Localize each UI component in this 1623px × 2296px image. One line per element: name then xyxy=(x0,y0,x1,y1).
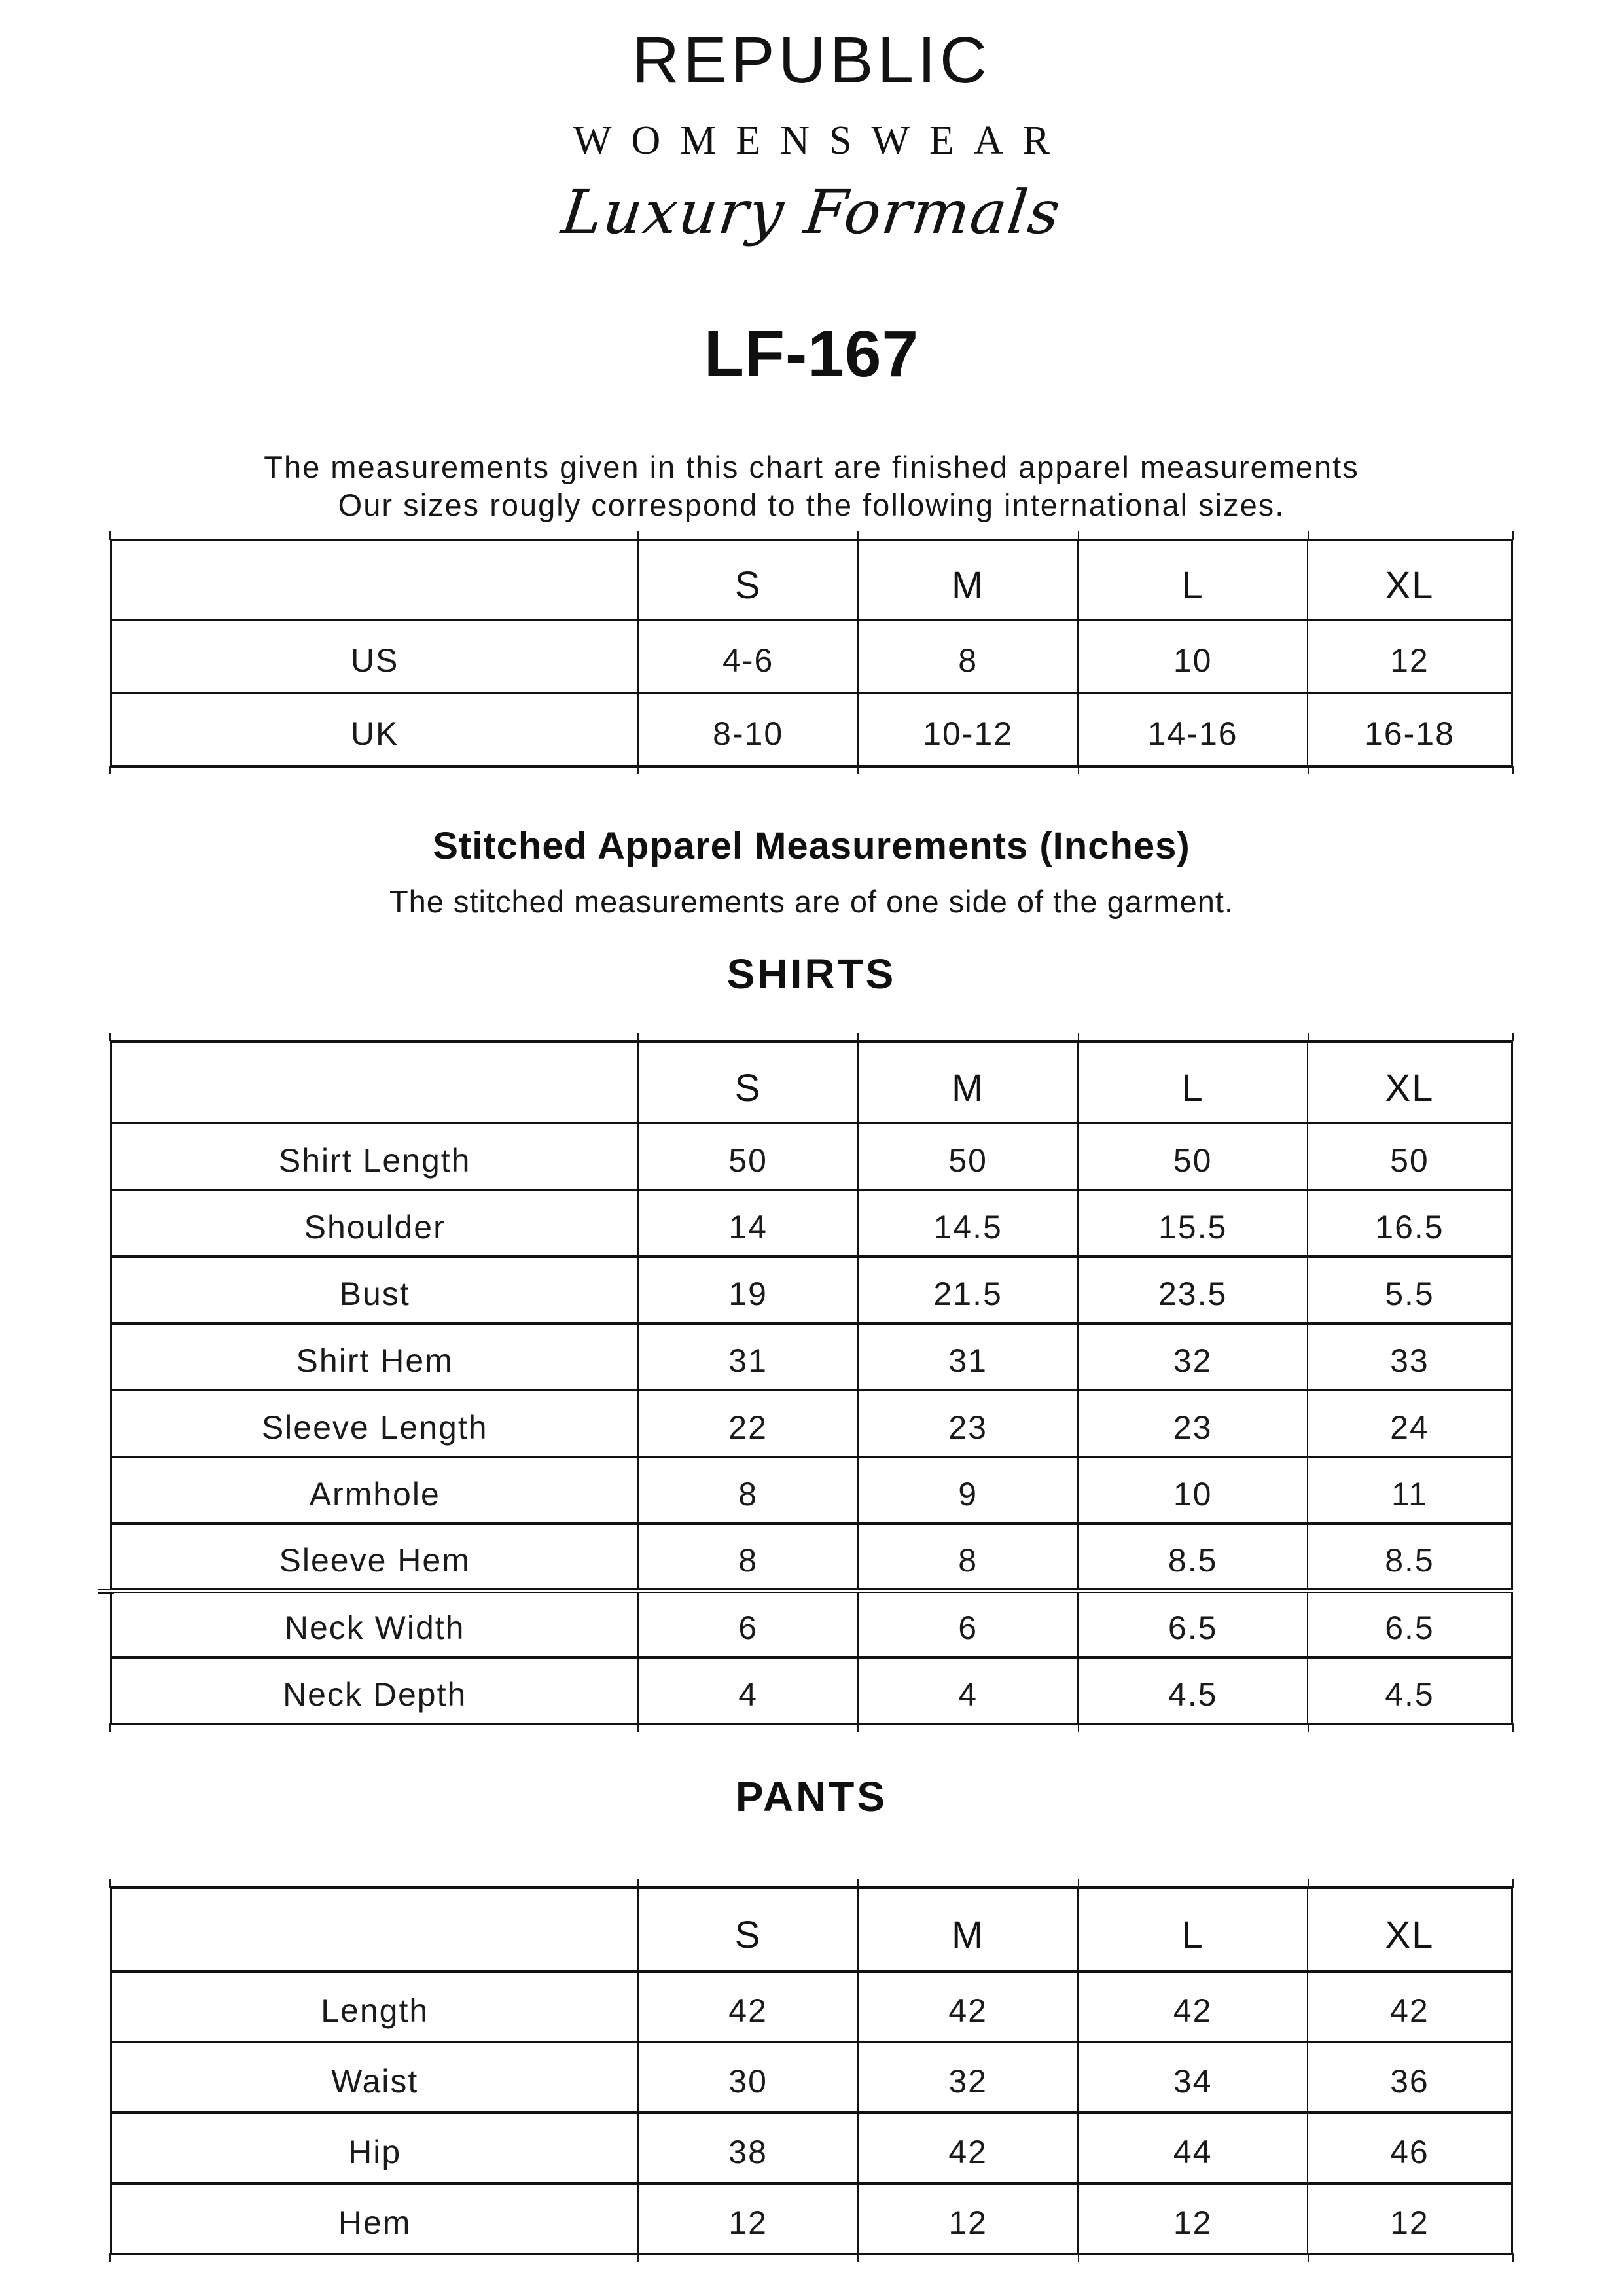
row-label: Hem xyxy=(111,2183,639,2254)
table-line-artifact xyxy=(1512,1879,1514,1888)
measurement-value: 12 xyxy=(1308,2183,1512,2254)
measurement-value: 42 xyxy=(1078,1971,1307,2042)
measurement-value: 4.5 xyxy=(1308,1657,1512,1724)
measurement-value: 8.5 xyxy=(1308,1524,1512,1590)
measurement-value: 32 xyxy=(1078,1323,1307,1390)
international-sizes-table xyxy=(110,539,1513,768)
table-corner-cell xyxy=(111,540,639,620)
measurement-value: 6 xyxy=(858,1590,1079,1657)
row-label: Shirt Hem xyxy=(111,1323,639,1390)
measurement-value: 4 xyxy=(638,1657,857,1724)
measurement-value: 14-16 xyxy=(1078,693,1307,766)
row-label: Neck Depth xyxy=(111,1657,639,1724)
table-line-artifact xyxy=(1308,531,1309,540)
measurement-value: 50 xyxy=(858,1123,1079,1190)
table-line-artifact xyxy=(1078,531,1079,540)
table-line-artifact xyxy=(109,531,111,540)
section-subtitle: The stitched measurements are of one side of the garment. xyxy=(389,884,1234,920)
row-label: Shirt Length xyxy=(111,1123,639,1190)
measurement-value: 42 xyxy=(1308,1971,1512,2042)
measurement-value: 8 xyxy=(858,620,1079,693)
measurement-value: 16-18 xyxy=(1308,693,1512,766)
measurement-value: 14 xyxy=(638,1190,857,1257)
table-row xyxy=(111,1190,1512,1257)
row-label: Sleeve Length xyxy=(111,1390,639,1457)
table-line-artifact xyxy=(857,1879,859,1888)
table-line-artifact xyxy=(637,766,639,774)
measurement-value: 12 xyxy=(638,2183,857,2254)
measurement-value: 16.5 xyxy=(1308,1190,1512,1257)
measurement-value: 30 xyxy=(638,2042,857,2113)
shirts-table-wrap xyxy=(110,1040,1513,1725)
table-line-artifact xyxy=(1308,1879,1309,1888)
table-line-artifact xyxy=(637,531,639,540)
measurement-value: 9 xyxy=(858,1457,1079,1524)
table-line-artifact xyxy=(1078,1879,1079,1888)
measurement-value: 5.5 xyxy=(1308,1257,1512,1323)
table-line-artifact xyxy=(1512,1723,1514,1732)
table-line-artifact xyxy=(637,2253,639,2262)
size-column-header: S xyxy=(638,1888,857,1971)
table-row xyxy=(111,1390,1512,1457)
size-column-header: XL xyxy=(1308,1041,1512,1123)
table-line-artifact xyxy=(109,1033,111,1041)
measurement-value: 4 xyxy=(858,1657,1079,1724)
measurement-value: 19 xyxy=(638,1257,857,1323)
measurement-value: 15.5 xyxy=(1078,1190,1307,1257)
size-column-header: XL xyxy=(1308,540,1512,620)
table-line-artifact xyxy=(857,2253,859,2262)
table-line-artifact xyxy=(1078,1033,1079,1041)
brand-name: REPUBLIC xyxy=(632,24,991,97)
table-line-artifact xyxy=(1078,766,1079,774)
measurement-value: 38 xyxy=(638,2113,857,2183)
brand-tagline: Luxury Formals xyxy=(558,177,1065,247)
table-line-artifact xyxy=(857,531,859,540)
measurement-value: 14.5 xyxy=(858,1190,1079,1257)
table-line-artifact xyxy=(1308,1033,1309,1041)
table-line-artifact xyxy=(1308,2253,1309,2262)
row-label: Waist xyxy=(111,2042,639,2113)
measurement-value: 42 xyxy=(638,1971,857,2042)
size-column-header: S xyxy=(638,1041,857,1123)
table-line-artifact xyxy=(109,1879,111,1888)
size-column-header: L xyxy=(1078,1041,1307,1123)
measurement-value: 50 xyxy=(1308,1123,1512,1190)
measurement-value: 10 xyxy=(1078,1457,1307,1524)
pants-table xyxy=(110,1886,1513,2255)
measurement-value: 23 xyxy=(1078,1390,1307,1457)
table-header-row xyxy=(111,540,1512,620)
table-corner-cell xyxy=(111,1888,639,1971)
measurement-value: 50 xyxy=(638,1123,857,1190)
table-line-artifact xyxy=(857,766,859,774)
measurement-value: 6.5 xyxy=(1078,1590,1307,1657)
measurement-value: 22 xyxy=(638,1390,857,1457)
table-row xyxy=(111,693,1512,766)
measurement-value: 21.5 xyxy=(858,1257,1079,1323)
measurement-value: 12 xyxy=(1078,2183,1307,2254)
measurement-value: 31 xyxy=(858,1323,1079,1390)
row-label: Shoulder xyxy=(111,1190,639,1257)
measurement-value: 8 xyxy=(858,1524,1079,1590)
table-row xyxy=(111,1971,1512,2042)
table-line-artifact xyxy=(1308,1723,1309,1732)
pants-table-wrap xyxy=(110,1886,1513,2255)
intro-text xyxy=(0,448,1623,524)
table-row xyxy=(111,1323,1512,1390)
table-line-artifact xyxy=(109,2253,111,2262)
table-line-artifact xyxy=(637,1033,639,1041)
size-column-header: M xyxy=(858,1041,1079,1123)
intro-line-1: The measurements given in this chart are finished apparel measurements xyxy=(264,450,1359,485)
table-row xyxy=(111,1590,1512,1657)
measurement-value: 4-6 xyxy=(638,620,857,693)
measurement-value: 8 xyxy=(638,1524,857,1590)
product-code-title: LF-167 xyxy=(704,317,919,391)
table-row xyxy=(111,2183,1512,2254)
table-header-row xyxy=(111,1041,1512,1123)
pants-heading: PANTS xyxy=(735,1773,888,1821)
measurement-value: 11 xyxy=(1308,1457,1512,1524)
row-label: Sleeve Hem xyxy=(111,1524,639,1590)
measurement-value: 23.5 xyxy=(1078,1257,1307,1323)
row-label: Length xyxy=(111,1971,639,2042)
measurement-value: 10 xyxy=(1078,620,1307,693)
measurement-value: 6 xyxy=(638,1590,857,1657)
measurement-value: 42 xyxy=(858,1971,1079,2042)
measurement-value: 12 xyxy=(858,2183,1079,2254)
table-row xyxy=(111,1457,1512,1524)
measurement-value: 34 xyxy=(1078,2042,1307,2113)
brand-division: WOMENSWEAR xyxy=(573,118,1070,163)
measurement-value: 50 xyxy=(1078,1123,1307,1190)
table-line-artifact xyxy=(1512,766,1514,774)
table-row xyxy=(111,2113,1512,2183)
table-line-artifact xyxy=(1078,2253,1079,2262)
international-sizes-table-wrap xyxy=(110,539,1513,768)
row-label: Armhole xyxy=(111,1457,639,1524)
measurement-value: 23 xyxy=(858,1390,1079,1457)
row-label: Neck Width xyxy=(111,1590,639,1657)
measurement-value: 6.5 xyxy=(1308,1590,1512,1657)
size-column-header: XL xyxy=(1308,1888,1512,1971)
row-label: US xyxy=(111,620,639,693)
measurement-value: 8.5 xyxy=(1078,1524,1307,1590)
table-line-artifact xyxy=(1512,531,1514,540)
size-column-header: S xyxy=(638,540,857,620)
table-row xyxy=(111,1257,1512,1323)
table-line-artifact xyxy=(109,766,111,774)
measurement-value: 24 xyxy=(1308,1390,1512,1457)
table-line-artifact xyxy=(1512,2253,1514,2262)
table-header-row xyxy=(111,1888,1512,1971)
measurement-value: 12 xyxy=(1308,620,1512,693)
table-line-artifact xyxy=(1308,766,1309,774)
shirts-table xyxy=(110,1040,1513,1725)
table-row xyxy=(111,1657,1512,1724)
table-line-artifact xyxy=(637,1723,639,1732)
measurement-value: 33 xyxy=(1308,1323,1512,1390)
intro-line-2: Our sizes rougly correspond to the following international sizes. xyxy=(338,488,1285,523)
table-row xyxy=(111,1123,1512,1190)
table-line-artifact xyxy=(637,1879,639,1888)
table-row xyxy=(111,2042,1512,2113)
size-column-header: L xyxy=(1078,1888,1307,1971)
size-column-header: L xyxy=(1078,540,1307,620)
table-row xyxy=(111,1524,1512,1590)
measurement-value: 36 xyxy=(1308,2042,1512,2113)
table-line-artifact xyxy=(1512,1033,1514,1041)
row-label: UK xyxy=(111,693,639,766)
measurement-value: 10-12 xyxy=(858,693,1079,766)
measurement-value: 42 xyxy=(858,2113,1079,2183)
row-label: Bust xyxy=(111,1257,639,1323)
measurement-value: 8-10 xyxy=(638,693,857,766)
shirts-heading: SHIRTS xyxy=(726,950,897,998)
table-line-artifact xyxy=(857,1033,859,1041)
table-line-artifact xyxy=(857,1723,859,1732)
table-corner-cell xyxy=(111,1041,639,1123)
size-column-header: M xyxy=(858,1888,1079,1971)
size-column-header: M xyxy=(858,540,1079,620)
table-line-artifact xyxy=(109,1723,111,1732)
measurement-value: 32 xyxy=(858,2042,1079,2113)
measurement-value: 46 xyxy=(1308,2113,1512,2183)
measurement-value: 4.5 xyxy=(1078,1657,1307,1724)
table-line-artifact xyxy=(1078,1723,1079,1732)
table-row xyxy=(111,620,1512,693)
row-label: Hip xyxy=(111,2113,639,2183)
measurement-value: 8 xyxy=(638,1457,857,1524)
measurement-value: 44 xyxy=(1078,2113,1307,2183)
section-title: Stitched Apparel Measurements (Inches) xyxy=(433,825,1190,868)
measurement-value: 31 xyxy=(638,1323,857,1390)
